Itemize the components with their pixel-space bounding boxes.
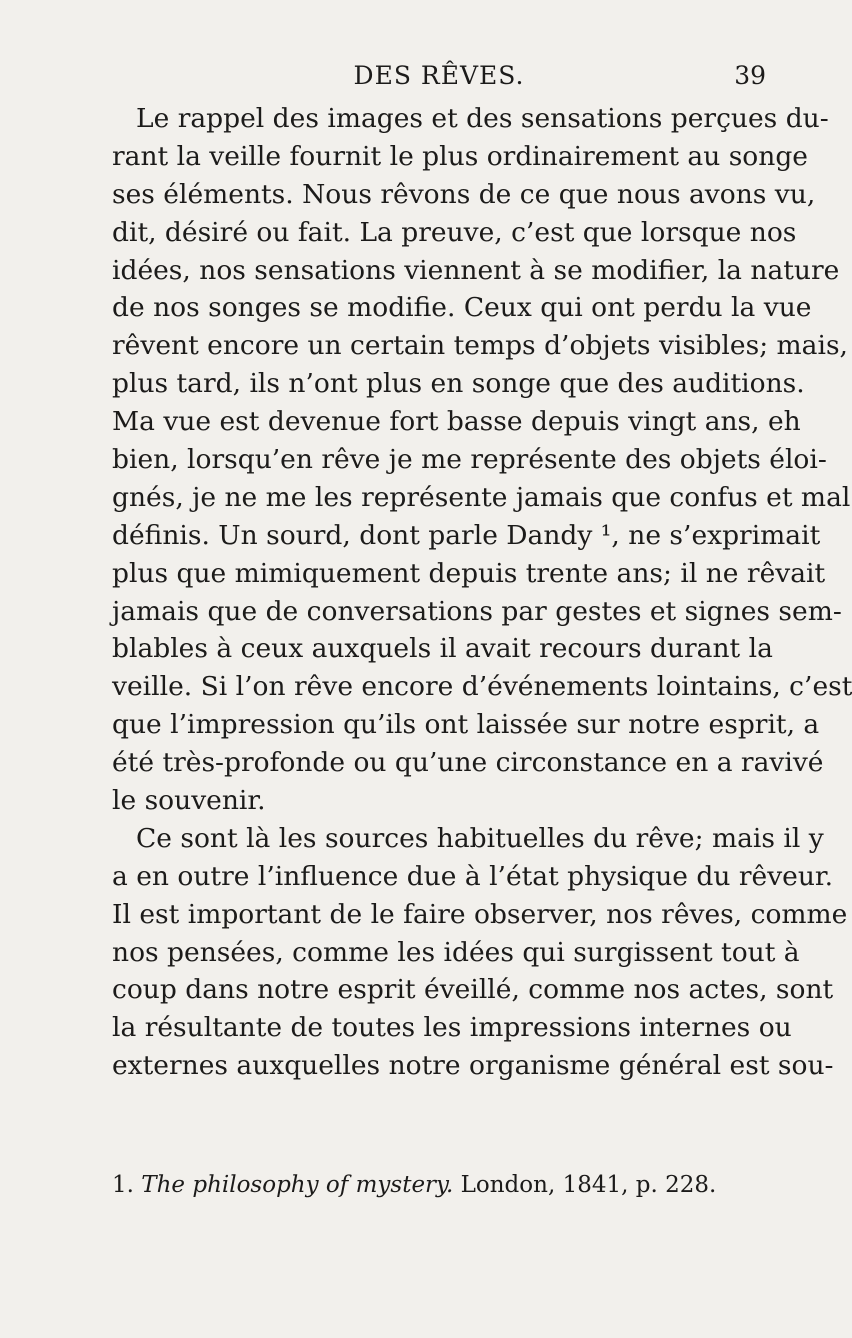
text-line: a en outre l’influence due à l’état physique du rêveur. [112,860,834,892]
text-line: été très-profonde ou qu’une circonstance en a ravivé [112,747,824,779]
footnote-title: The philosophy of mystery. [141,1172,454,1198]
text-line: rêvent encore un certain temps d’objets visibles; mais, [112,330,848,362]
text-line: ses éléments. Nous rêvons de ce que nous avons vu, [112,178,816,210]
text-line: que l’impression qu’ils ont laissée sur notre esprit, a [112,709,820,741]
text-line: le souvenir. [112,785,266,817]
text-line: gnés, je ne me les représente jamais que confus et mal [112,481,851,513]
text-line: Le rappel des images et des sensations perçues du- [136,103,829,134]
text-line: nos pensées, comme les idées qui surgissent tout à [112,936,800,968]
text-line: jamais que de conversations par gestes et signes sem- [112,595,842,627]
text-line: rant la veille fournit le plus ordinairement au songe [112,140,808,172]
text-line: la résultante de toutes les impressions internes ou [112,1012,792,1044]
footnote-marker: 1. [112,1172,134,1198]
footnote [112,1170,766,1200]
text-line: définis. Un sourd, dont parle Dandy ¹, ne s’exprimait [112,519,821,551]
text-line: de nos songes se modifie. Ceux qui ont perdu la vue [112,292,812,324]
text-line: dit, désiré ou fait. La preuve, c’est que lorsque nos [112,216,797,248]
text-line: Ma vue est devenue fort basse depuis vingt ans, eh [112,406,801,438]
text-line: plus tard, ils n’ont plus en songe que des auditions. [112,368,805,400]
text-line: Ce sont là les sources habituelles du rêve; mais il y [136,822,824,854]
running-title: DES RÊVES. [353,61,525,90]
text-line: bien, lorsqu’en rêve je me représente des objets éloi- [112,444,827,476]
footnote-citation: London, 1841, p. 228. [460,1172,717,1198]
body-text [112,100,852,1085]
text-line: plus que mimiquement depuis trente ans; il ne rêvait [112,557,826,589]
text-line: veille. Si l’on rêve encore d’événements lointains, c’est [112,671,852,703]
text-line: externes auxquelles notre organisme général est sou- [112,1050,834,1082]
page-number: 39 [734,61,766,90]
text-line: coup dans notre esprit éveillé, comme nos actes, sont [112,974,834,1006]
text-line: Il est important de le faire observer, nos rêves, comme [112,898,848,930]
text-line: idées, nos sensations viennent à se modifier, la nature [112,254,840,286]
running-header [112,58,766,94]
text-line: blables à ceux auxquels il avait recours durant la [112,633,773,665]
